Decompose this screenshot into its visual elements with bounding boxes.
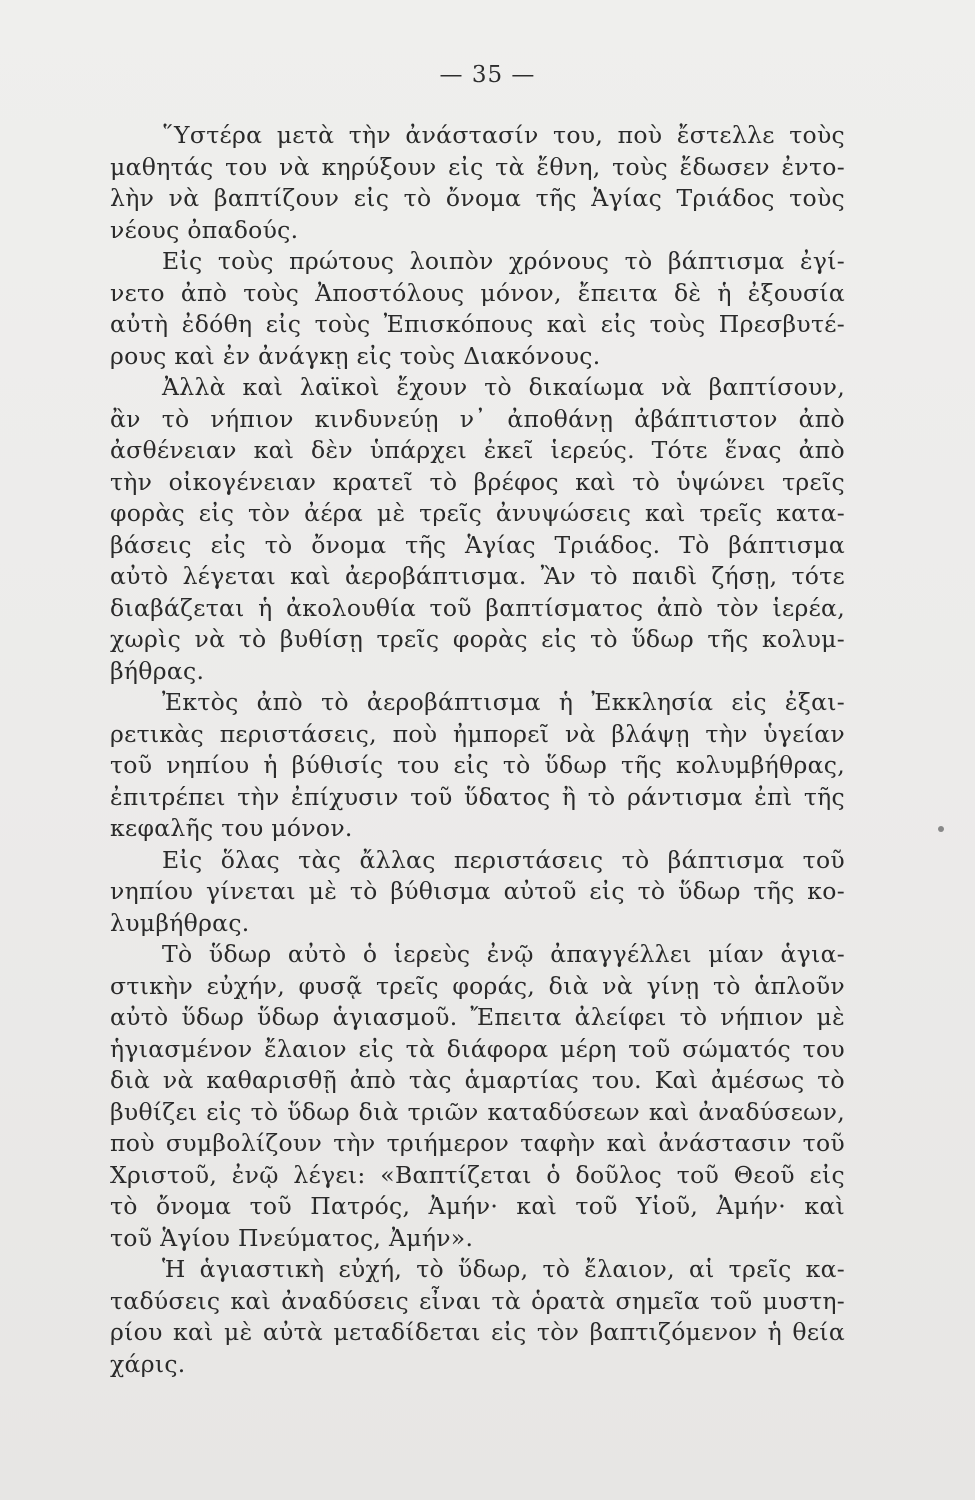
text-line: λὴν νὰ βαπτίζουν εἰς τὸ ὄνομα τῆς Ἁγίας Τριάδος τοὺς [110, 184, 845, 212]
body-text [110, 120, 845, 1380]
paper-speck [938, 826, 944, 832]
text-line: Χριστοῦ, ἐνῷ λέγει: «Βαπτίζεται ὁ δοῦλος τοῦ Θεοῦ εἰς [110, 1160, 845, 1189]
text-line: βάσεις εἰς τὸ ὄνομα τῆς Ἁγίας Τριάδος. Τὸ βάπτισμα [110, 530, 845, 559]
text-line: ἡγιασμένον ἔλαιον εἰς τὰ διάφορα μέρη τοῦ σώματός του [110, 1034, 845, 1063]
text-line: ταδύσεις καὶ ἀναδύσεις εἶναι τὰ ὁρατὰ σημεῖα τοῦ μυστη- [110, 1286, 845, 1315]
text-line: νετο ἀπὸ τοὺς Ἀποστόλους μόνον, ἔπειτα δὲ ἡ ἐξουσία [110, 278, 845, 307]
text-line: νηπίου γίνεται μὲ τὸ βύθισμα αὐτοῦ εἰς τὸ ὕδωρ τῆς κο- [110, 877, 845, 905]
text-line: ἐπιτρέπει τὴν ἐπίχυσιν τοῦ ὕδατος ἢ τὸ ράντισμα ἐπὶ τῆς [110, 782, 845, 811]
text-line: χωρὶς νὰ τὸ βυθίσῃ τρεῖς φορὰς εἰς τὸ ὕδωρ τῆς κολυμ- [110, 625, 845, 653]
text-line: μαθητάς του νὰ κηρύξουν εἰς τὰ ἔθνη, τοὺς ἔδωσεν ἐντο- [110, 152, 845, 181]
text-line: Ἐκτὸς ἀπὸ τὸ ἀεροβάπτισμα ἡ Ἐκκλησία εἰς ἐξαι- [162, 688, 845, 716]
text-line: Ἀλλὰ καὶ λαϊκοὶ ἔχουν τὸ δικαίωμα νὰ βαπτίσουν, [162, 373, 845, 401]
text-line: τὴν οἰκογένειαν κρατεῖ τὸ βρέφος καὶ τὸ ὑψώνει τρεῖς [110, 467, 845, 496]
text-line: βήθρας. [110, 656, 205, 685]
text-line: λυμβήθρας. [110, 908, 250, 937]
text-line: ἀσθένειαν καὶ δὲν ὑπάρχει ἐκεῖ ἱερεύς. Τότε ἕνας ἀπὸ [110, 436, 845, 464]
text-line: διὰ νὰ καθαρισθῇ ἀπὸ τὰς ἁμαρτίας του. Καὶ ἀμέσως τὸ [110, 1066, 845, 1094]
text-line: Εἰς τοὺς πρώτους λοιπὸν χρόνους τὸ βάπτισμα ἐγί- [162, 247, 845, 275]
page-number: — 35 — [439, 62, 536, 88]
text-line: βυθίζει εἰς τὸ ὕδωρ διὰ τριῶν καταδύσεων καὶ ἀναδύσεων, [110, 1097, 845, 1126]
text-line: ρους καὶ ἐν ἀνάγκῃ εἰς τοὺς Διακόνους. [110, 341, 601, 370]
text-line: φορὰς εἰς τὸν ἀέρα μὲ τρεῖς ἀνυψώσεις καὶ τρεῖς κατα- [110, 499, 845, 527]
text-line: στικὴν εὐχήν, φυσᾷ τρεῖς φοράς, διὰ νὰ γίνῃ τὸ ἁπλοῦν [110, 971, 845, 1000]
text-line: αὐτὴ ἐδόθη εἰς τοὺς Ἐπισκόπους καὶ εἰς τοὺς Πρεσβυτέ- [110, 310, 845, 338]
text-line: ποὺ συμβολίζουν τὴν τριήμερον ταφὴν καὶ ἀνάστασιν τοῦ [110, 1129, 845, 1157]
text-line: τὸ ὄνομα τοῦ Πατρός, Ἀμήν· καὶ τοῦ Υἱοῦ, Ἀμήν· καὶ [110, 1192, 845, 1220]
text-line: Τὸ ὕδωρ αὐτὸ ὁ ἱερεὺς ἐνῷ ἀπαγγέλλει μίαν ἁγια- [162, 940, 845, 968]
text-line: ῞Υστέρα μετὰ τὴν ἀνάστασίν του, ποὺ ἔστελλε τοὺς [162, 121, 845, 149]
text-line: ρετικὰς περιστάσεις, ποὺ ἠμπορεῖ νὰ βλάψῃ τὴν ὑγείαν [110, 719, 845, 748]
text-line: τοῦ νηπίου ἡ βύθισίς του εἰς τὸ ὕδωρ τῆς κολυμβήθρας, [110, 751, 845, 779]
text-line: τοῦ Ἁγίου Πνεύματος, Ἀμήν». [110, 1223, 474, 1252]
text-line: Εἰς ὅλας τὰς ἄλλας περιστάσεις τὸ βάπτισμα τοῦ [162, 845, 845, 874]
text-line: διαβάζεται ἡ ἀκολουθία τοῦ βαπτίσματος ἀπὸ τὸν ἱερέα, [110, 593, 845, 622]
text-line: αὐτὸ ὕδωρ ὕδωρ ἁγιασμοῦ. Ἔπειτα ἀλείφει τὸ νήπιον μὲ [110, 1003, 845, 1031]
text-line: αὐτὸ λέγεται καὶ ἀεροβάπτισμα. Ἂν τὸ παιδὶ ζήσῃ, τότε [110, 562, 845, 590]
text-line: χάρις. [110, 1349, 186, 1378]
text-line: κεφαλῆς του μόνον. [110, 814, 353, 842]
text-line: ἂν τὸ νήπιον κινδυνεύῃ ν᾽ ἀποθάνῃ ἀβάπτιστον ἀπὸ [110, 404, 845, 433]
text-line: ρίου καὶ μὲ αὐτὰ μεταδίδεται εἰς τὸν βαπτιζόμενον ἡ θεία [110, 1318, 845, 1346]
text-line: Ἡ ἁγιαστικὴ εὐχή, τὸ ὕδωρ, τὸ ἔλαιον, αἱ τρεῖς κα- [162, 1255, 845, 1283]
text-line: νέους ὀπαδούς. [110, 215, 299, 244]
